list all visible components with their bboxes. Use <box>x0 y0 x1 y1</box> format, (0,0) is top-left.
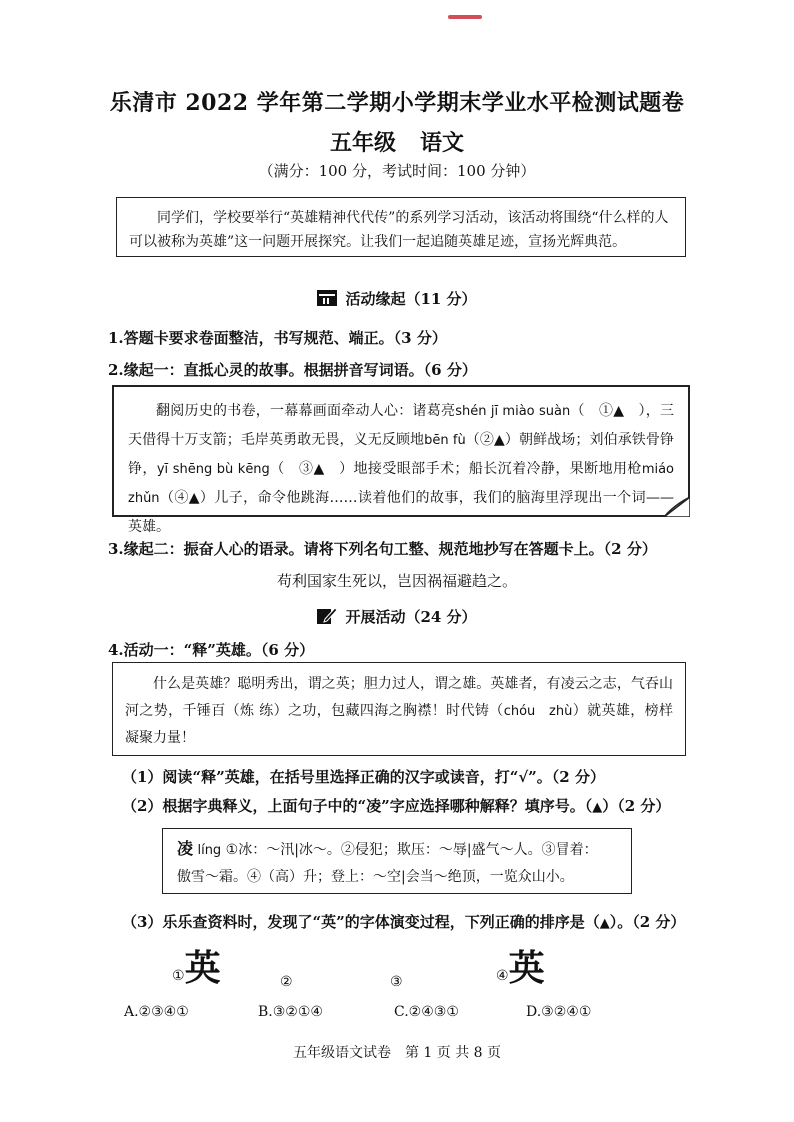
section2-title: 开展活动（24 分） <box>345 608 477 626</box>
option-c: C.②④③① <box>394 1004 459 1020</box>
subject-label: 语文 <box>420 130 465 156</box>
question-1: 1.答题卡要求卷面整洁，书写规范、端正。（3 分） <box>108 329 447 347</box>
page-footer: 五年级语文试卷 第 1 页 共 8 页 <box>292 1045 502 1061</box>
glyph-char: 英 <box>508 947 545 989</box>
question-3: 3.缘起二：振奋人心的语录。请将下列名句工整、规范地抄写在答题卡上。（2 分） <box>108 540 657 558</box>
question-4-3 <box>122 911 685 932</box>
glyph-char: 英 <box>184 947 221 989</box>
exam-title: 乐清市 2022 学年第二学期小学期末学业水平检测试题卷 <box>109 90 685 116</box>
glyph-number: ③ <box>390 974 403 990</box>
passage-text: ，三天借得十万支箭；毛岸英勇敢无畏，义无反顾地 <box>128 403 674 448</box>
glyph-number: ④ <box>496 968 509 984</box>
passage-text: 地接受眼部手术；船长沉着冷静，果断地用枪 <box>353 461 642 477</box>
question-text: （2）根据字典释义，上面句子中的“凌”字应选择哪种解释？填序号。（ <box>122 797 593 815</box>
passage-text: 儿子，命令他跳海……读着他们的故事，我们的脑海里浮现出一个词——英雄。 <box>128 490 674 535</box>
folder-icon <box>317 289 337 307</box>
pinyin-passage-box <box>112 385 690 535</box>
glyph-number: ② <box>280 974 293 990</box>
glyph-item-2 <box>280 972 293 990</box>
passage-text: 翻阅历史的书卷，一幕幕画面牵动人心：诸葛亮 <box>156 403 456 419</box>
answer-marker: ▲ <box>599 916 610 931</box>
option-d: D.③②④① <box>526 1004 592 1020</box>
pinyin: bēn fù <box>424 433 466 448</box>
section1-title: 活动缘起（11 分） <box>345 290 477 308</box>
pinyin: chóu zhù <box>503 704 573 719</box>
glyph-item-1 <box>172 940 221 991</box>
option-a: A.②③④① <box>124 1004 189 1020</box>
page-fold-icon <box>664 497 690 517</box>
grade-label: 五年级 <box>329 130 396 156</box>
pinyin: miáo zhǔn <box>128 462 675 506</box>
answer-blank-1: （ ①▲ ） <box>570 403 646 419</box>
red-stamp-mark <box>448 15 482 19</box>
dictionary-box <box>162 828 632 894</box>
intro-box: 同学们，学校要举行“英雄精神代代传”的系列学习活动，该活动将围绕“什么样的人可以被称为英雄”这一问题开展探究。让我们一起追随英雄足迹，宣扬光辉典范。 <box>116 197 686 257</box>
dict-line-1 <box>177 835 617 864</box>
question-2: 2.缘起一：直抵心灵的故事。根据拼音写词语。（6 分） <box>108 361 477 379</box>
hero-passage-box <box>112 662 686 756</box>
exam-subtitle <box>0 126 794 157</box>
answer-blank-3: （ ③▲ ） <box>269 461 354 477</box>
passage-text: ）就英雄，榜样凝聚力量！ <box>125 703 673 746</box>
pinyin: shén jī miào suàn <box>455 404 571 419</box>
section-activity-origin <box>0 288 794 309</box>
question-4-1: （1）阅读“释”英雄，在括号里选择正确的汉字或读音，打“√”。（2 分） <box>122 768 605 786</box>
quote-line: 苟利国家生死以，岂因祸福避趋之。 <box>276 572 517 590</box>
answer-marker: ▲ <box>592 800 603 815</box>
option-b: B.③②①④ <box>258 1004 323 1020</box>
glyph-item-4 <box>496 940 545 991</box>
question-4-2 <box>122 795 670 816</box>
score-info: （满分：100 分，考试时间：100 分钟） <box>258 162 536 180</box>
pencil-icon <box>317 607 337 625</box>
glyph-item-3 <box>390 972 403 990</box>
dict-headword: 凌 <box>177 839 194 858</box>
passage-text: 什么是英雄？聪明秀出，谓之英；胆力过人，谓之雄。英雄者，有凌云之志，气吞山河之势，千锤百（炼 练）之功，包藏四海之胸襟！时代铸（ <box>125 676 673 719</box>
answer-blank-2: （②▲） <box>465 432 519 448</box>
dict-definition: ①冰：～汛|冰～。②侵犯；欺压：～辱|盛气～人。③冒着： <box>225 842 598 858</box>
passage-text: 朝鲜战场；刘伯承铁骨铮铮， <box>128 432 675 477</box>
section-activity-develop <box>0 606 794 627</box>
glyph-number: ① <box>172 968 185 984</box>
pinyin: yī shēng bù kēng <box>156 462 270 477</box>
question-text: （3）乐乐查资料时，发现了“英”的字体演变过程，下列正确的排序是（ <box>122 913 600 931</box>
dict-line-2: 傲雪～霜。④（高）升；登上：～空|会当～绝顶，一览众山小。 <box>177 869 574 885</box>
score-text: ）（2 分） <box>602 797 671 815</box>
score-text: ）。（2 分） <box>609 913 686 931</box>
dict-pinyin: líng <box>197 843 222 858</box>
answer-blank-4: （④▲） <box>159 490 215 506</box>
question-4: 4.活动一：“释”英雄。（6 分） <box>108 641 315 659</box>
